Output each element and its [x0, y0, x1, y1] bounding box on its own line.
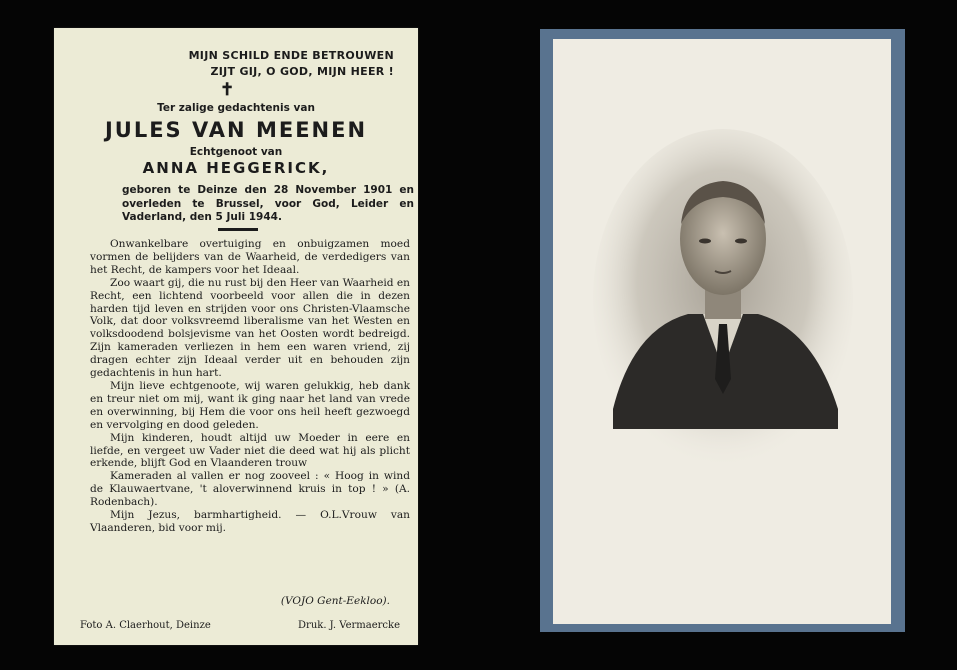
paragraph: Onwankelbare overtuiging en onbuigzamen moed vormen de belijders van de Waarheid, de verdedigers van het Recht, de kampers voor het Ideaal.: [90, 238, 410, 276]
spouse-name: ANNA HEGGERICK,: [142, 159, 330, 177]
photo-paper: [553, 39, 891, 624]
motto-line-1: MIJN SCHILD ENDE BETROUWEN: [188, 49, 394, 62]
portrait-photo: [593, 129, 853, 469]
divider: [218, 228, 258, 231]
paragraph: Mijn lieve echtgenoote, wij waren gelukkig, heb dank en treur niet om mij, want ik ging naar het land van vrede en overwinning, bij Hem die voor ons heil heeft gezwoegd en vervolging en dood geleden.: [90, 379, 410, 431]
paragraph: Zoo waart gij, die nu rust bij den Heer van Waarheid en Recht, een lichtend voorbeeld voor allen die in dezen harden tijd leven en strijden voor ons Christen-Vlaamsche Volk, dat door volksvreemd liberalisme van het Westen en volksdoodend bolsjevisme van het Oosten wordt bedreigd. Zijn kameraden verliezen in hem een waren vriend, zij dragen echter zijn Ideaal verder uit en behouden zijn gedachtenis in hun hart.: [90, 276, 410, 380]
paragraph: Mijn Jezus, barmhartigheid. — O.L.Vrouw van Vlaanderen, bid voor mij.: [90, 509, 410, 534]
memory-line: Ter zalige gedachtenis van: [157, 102, 315, 114]
photographer-credit: Foto A. Claerhout, Deinze: [80, 620, 211, 631]
paragraph: Mijn kinderen, houdt altijd uw Moeder in eere en liefde, en vergeet uw Vader niet die deed wat hij als plicht erkende, blijft God en Vlaanderen trouw: [90, 431, 410, 470]
deceased-name: JULES VAN MEENEN: [104, 118, 368, 142]
cross-icon: ✝: [220, 80, 235, 100]
motto: [184, 48, 394, 80]
printer-credit: Druk. J. Vermaercke: [298, 620, 400, 631]
motto-line-2: ZIJT GIJ, O GOD, MIJN HEER !: [210, 65, 394, 78]
memorial-card-photo: [540, 29, 905, 632]
footer: [80, 620, 400, 631]
paragraph: Kameraden al vallen er nog zooveel : « Hoog in wind de Klauwaertvane, 't aloverwinnend kruis in top ! » (A. Rodenbach).: [90, 470, 410, 509]
memorial-text: [90, 238, 410, 535]
spouse-label: Echtgenoot van: [189, 146, 283, 158]
memorial-card-text: [54, 28, 418, 645]
birth-death-info: geboren te Deinze den 28 November 1901 en overleden te Brussel, voor God, Leider en Vaderland, den 5 Juli 1944.: [122, 184, 414, 223]
signature: (VOJO Gent-Eekloo).: [280, 595, 390, 607]
